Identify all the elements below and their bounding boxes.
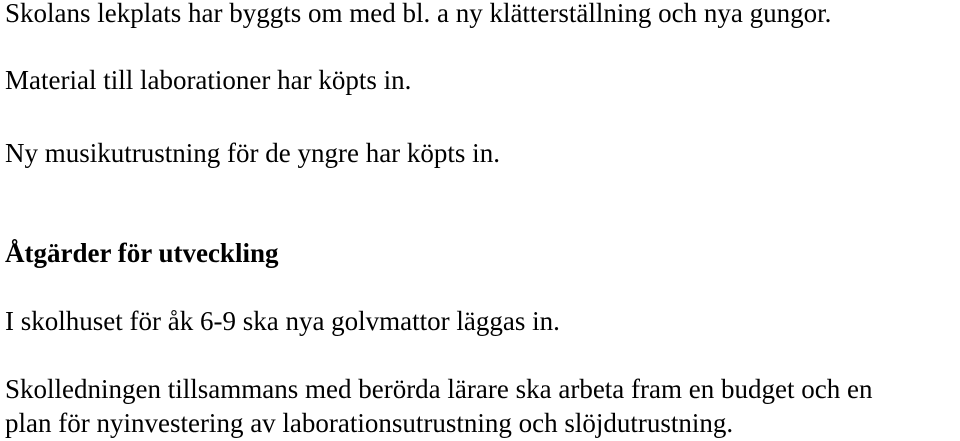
section-heading: Åtgärder för utveckling: [5, 238, 279, 268]
paragraph-lab-material: Material till laborationer har köpts in.: [5, 65, 412, 95]
paragraph-budget-line-1: Skolledningen tillsammans med berörda lärare ska arbeta fram en budget och en: [5, 374, 873, 404]
paragraph-music-equipment: Ny musikutrustning för de yngre har köpts in.: [5, 138, 500, 168]
paragraph-floor-mats: I skolhuset för åk 6-9 ska nya golvmattor läggas in.: [5, 306, 560, 336]
paragraph-playground: Skolans lekplats har byggts om med bl. a ny klätterställning och nya gungor.: [5, 0, 832, 28]
paragraph-budget-line-2: plan för nyinvestering av laborationsutrustning och slöjdutrustning.: [5, 408, 734, 438]
